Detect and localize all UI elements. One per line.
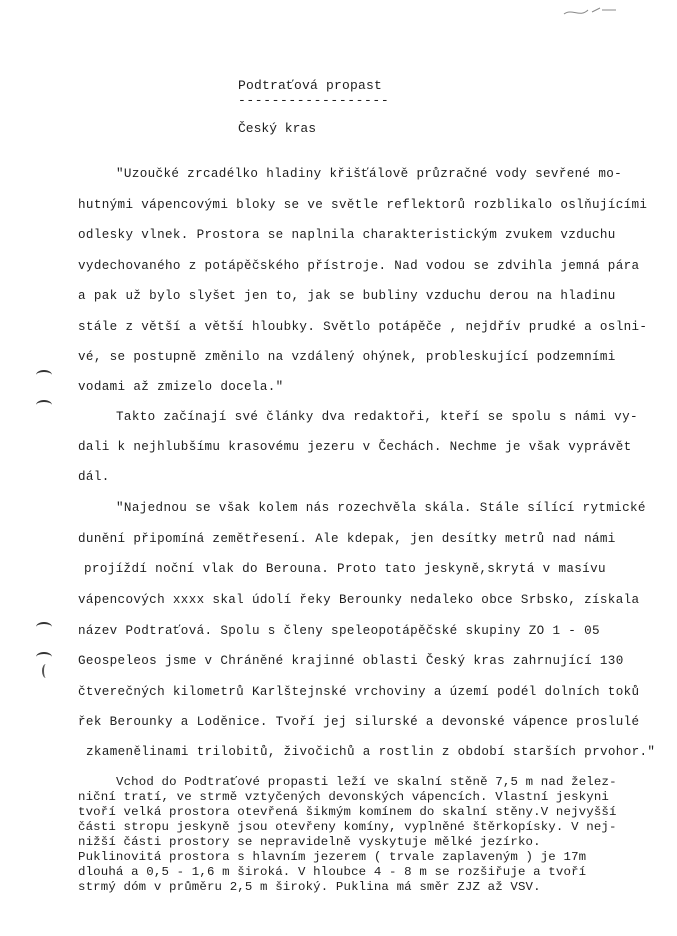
text-line: Geospeleos jsme v Chráněné krajinné oblasti Český kras zahrnující 130 [78, 654, 624, 668]
text-line: části stropu jeskyně jsou otevřeny komíny, vyplněné štěrkopísky. V nej- [78, 820, 617, 834]
margin-mark [36, 622, 52, 632]
margin-bracket [42, 664, 50, 678]
text-line: niční tratí, ve strmě vztyčených devonských vápencích. Vlastní jeskyni [78, 790, 609, 804]
text-line: čtverečných kilometrů Karlštejnské vrchoviny a území podél dolních toků [78, 685, 640, 699]
margin-mark [36, 370, 52, 380]
text-line: název Podtraťová. Spolu s členy speleopotápěčské skupiny ZO 1 - 05 [78, 624, 600, 638]
text-line: dali k nejhlubšímu krasovému jezeru v Čechách. Nechme je však vyprávět [78, 440, 632, 454]
text-line: hutnými vápencovými bloky se ve světle reflektorů rozblikalo oslňujícími [78, 198, 648, 212]
text-line: řek Berounky a Loděnice. Tvoří jej silurské a devonské vápence proslulé [78, 715, 640, 729]
margin-mark [36, 400, 52, 410]
text-line: dlouhá a 0,5 - 1,6 m široká. V hloubce 4 - 8 m se rozšiřuje a tvoří [78, 865, 587, 879]
text-line: Takto začínají své články dva redaktoři, kteří se spolu s námi vy- [116, 410, 638, 424]
text-line: Puklinovitá prostora s hlavním jezerem ( trvale zaplaveným ) je 17m [78, 850, 587, 864]
text-line: dunění připomíná zemětřesení. Ale kdepak, jen desítky metrů nad námi [78, 532, 616, 546]
text-line: tvoří velká prostora otevřená šikmým komínem do skalní stěny.V nejvyšší [78, 805, 617, 819]
document-title: Podtraťová propast [238, 78, 383, 93]
text-line: zkamenělinami trilobitů, živočichů a rostlin z období starších prvohor." [86, 745, 656, 759]
text-line: projíždí noční vlak do Berouna. Proto tato jeskyně,skrytá v masívu [84, 562, 606, 576]
text-line: a pak už bylo slyšet jen to, jak se bubliny vzduchu derou na hladinu [78, 289, 616, 303]
text-line: vodami až zmizelo docela." [78, 380, 284, 394]
text-line: strmý dóm v průměru 2,5 m široký. Puklina má směr ZJZ až VSV. [78, 880, 541, 894]
text-line: dál. [78, 470, 110, 484]
text-line: "Najednou se však kolem nás rozechvěla skála. Stále sílící rytmické [116, 501, 646, 515]
text-line: "Uzoučké zrcadélko hladiny křišťálově průzračné vody sevřené mo- [116, 167, 623, 181]
text-line: stále z větší a větší hloubky. Světlo potápěče , nejdřív prudké a oslni- [78, 320, 648, 334]
corner-pen-mark [560, 4, 620, 20]
text-line: odlesky vlnek. Prostora se naplnila charakteristickým zvukem vzduchu [78, 228, 616, 242]
title-underline: ------------------ [238, 93, 390, 108]
text-line: vé, se postupně změnilo na vzdálený ohýnek, probleskující podzemními [78, 350, 616, 364]
margin-mark [36, 652, 52, 662]
text-line: Vchod do Podtraťové propasti leží ve skalní stěně 7,5 m nad želez- [116, 775, 617, 789]
document-subtitle: Český kras [238, 121, 317, 136]
text-line: nižší části prostory se nepravidelně vyskytuje mělké jezírko. [78, 835, 541, 849]
text-line: vápencových xxxx skal údolí řeky Berounky nedaleko obce Srbsko, získala [78, 593, 640, 607]
text-line: vydechovaného z potápěčského přístroje. Nad vodou se zdvihla jemná pára [78, 259, 640, 273]
